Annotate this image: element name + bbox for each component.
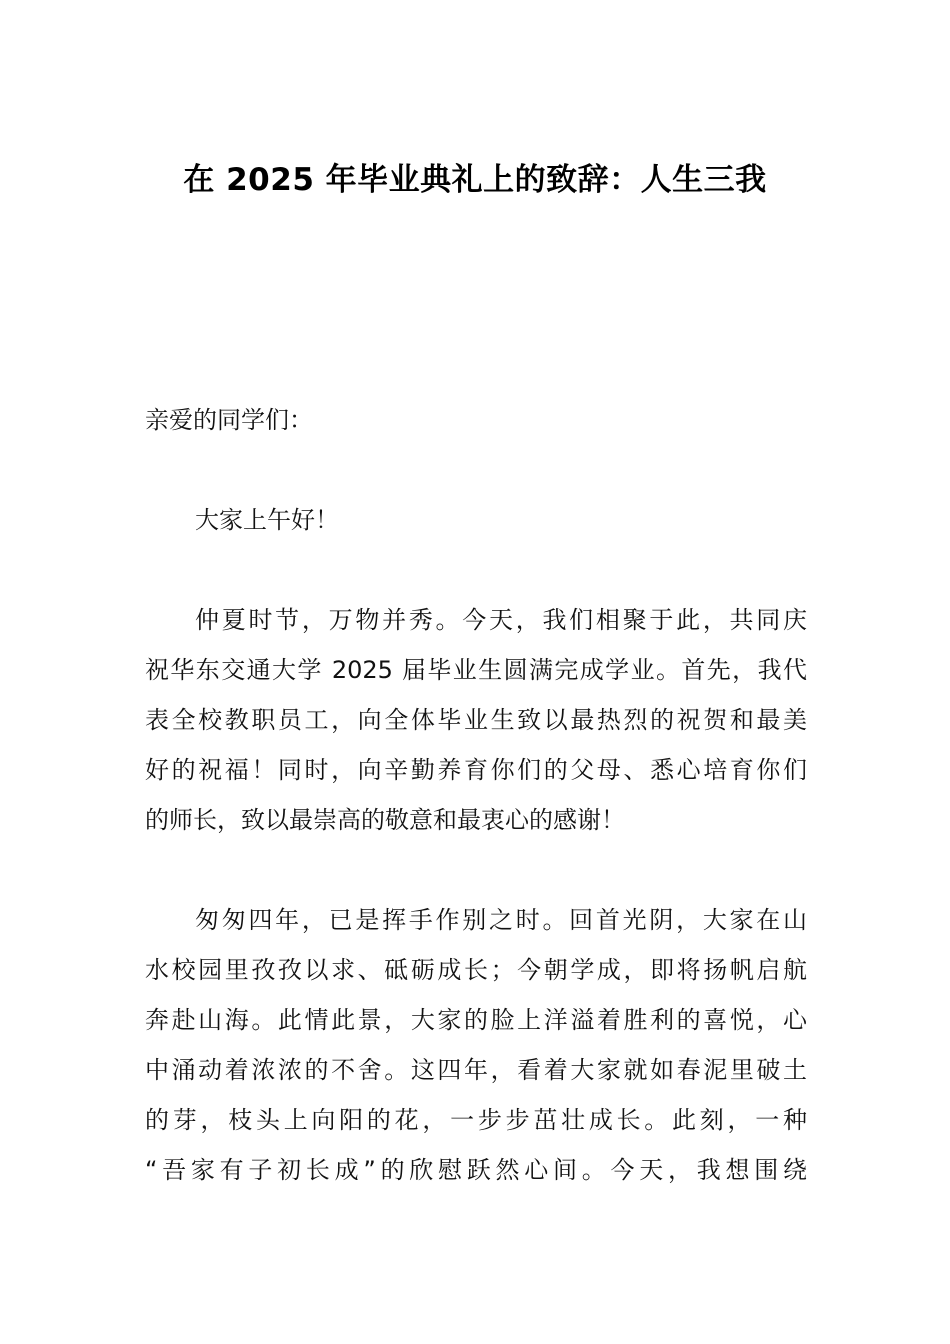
paragraph-line: 的师长，致以最崇高的敬意和最衷心的感谢！ [145,806,625,834]
paragraph-reflection [145,895,807,1195]
paragraph-line: 仲夏时节，万物并秀。今天，我们相聚于此，共同庆 [195,606,807,634]
paragraph-line: 好的祝福！同时，向辛勤养育你们的父母、悉心培育你们 [145,756,807,784]
paragraph-line: 水校园里孜孜以求、砥砺成长；今朝学成，即将扬帆启航 [145,956,807,984]
paragraph-line: 奔赴山海。此情此景，大家的脸上洋溢着胜利的喜悦，心 [145,1006,807,1034]
paragraph-line: 匆匆四年，已是挥手作别之时。回首光阴，大家在山 [195,906,807,934]
document-title: 在 2025 年毕业典礼上的致辞：人生三我 [183,162,767,198]
salutation: 亲爱的同学们： [145,406,313,434]
paragraph-line: 表全校教职员工，向全体毕业生致以最热烈的祝贺和最美 [145,706,807,734]
paragraph-line: 祝华东交通大学 2025 届毕业生圆满完成学业。首先，我代 [145,656,807,684]
paragraph-line: 中涌动着浓浓的不舍。这四年，看着大家就如春泥里破土 [145,1056,807,1084]
paragraph-line: 的芽，枝头上向阳的花，一步步茁壮成长。此刻，一种 [145,1106,807,1134]
greeting: 大家上午好！ [195,506,339,534]
paragraph-opening [145,595,807,845]
paragraph-line: “吾家有子初长成”的欣慰跃然心间。今天，我想围绕 [145,1156,807,1184]
